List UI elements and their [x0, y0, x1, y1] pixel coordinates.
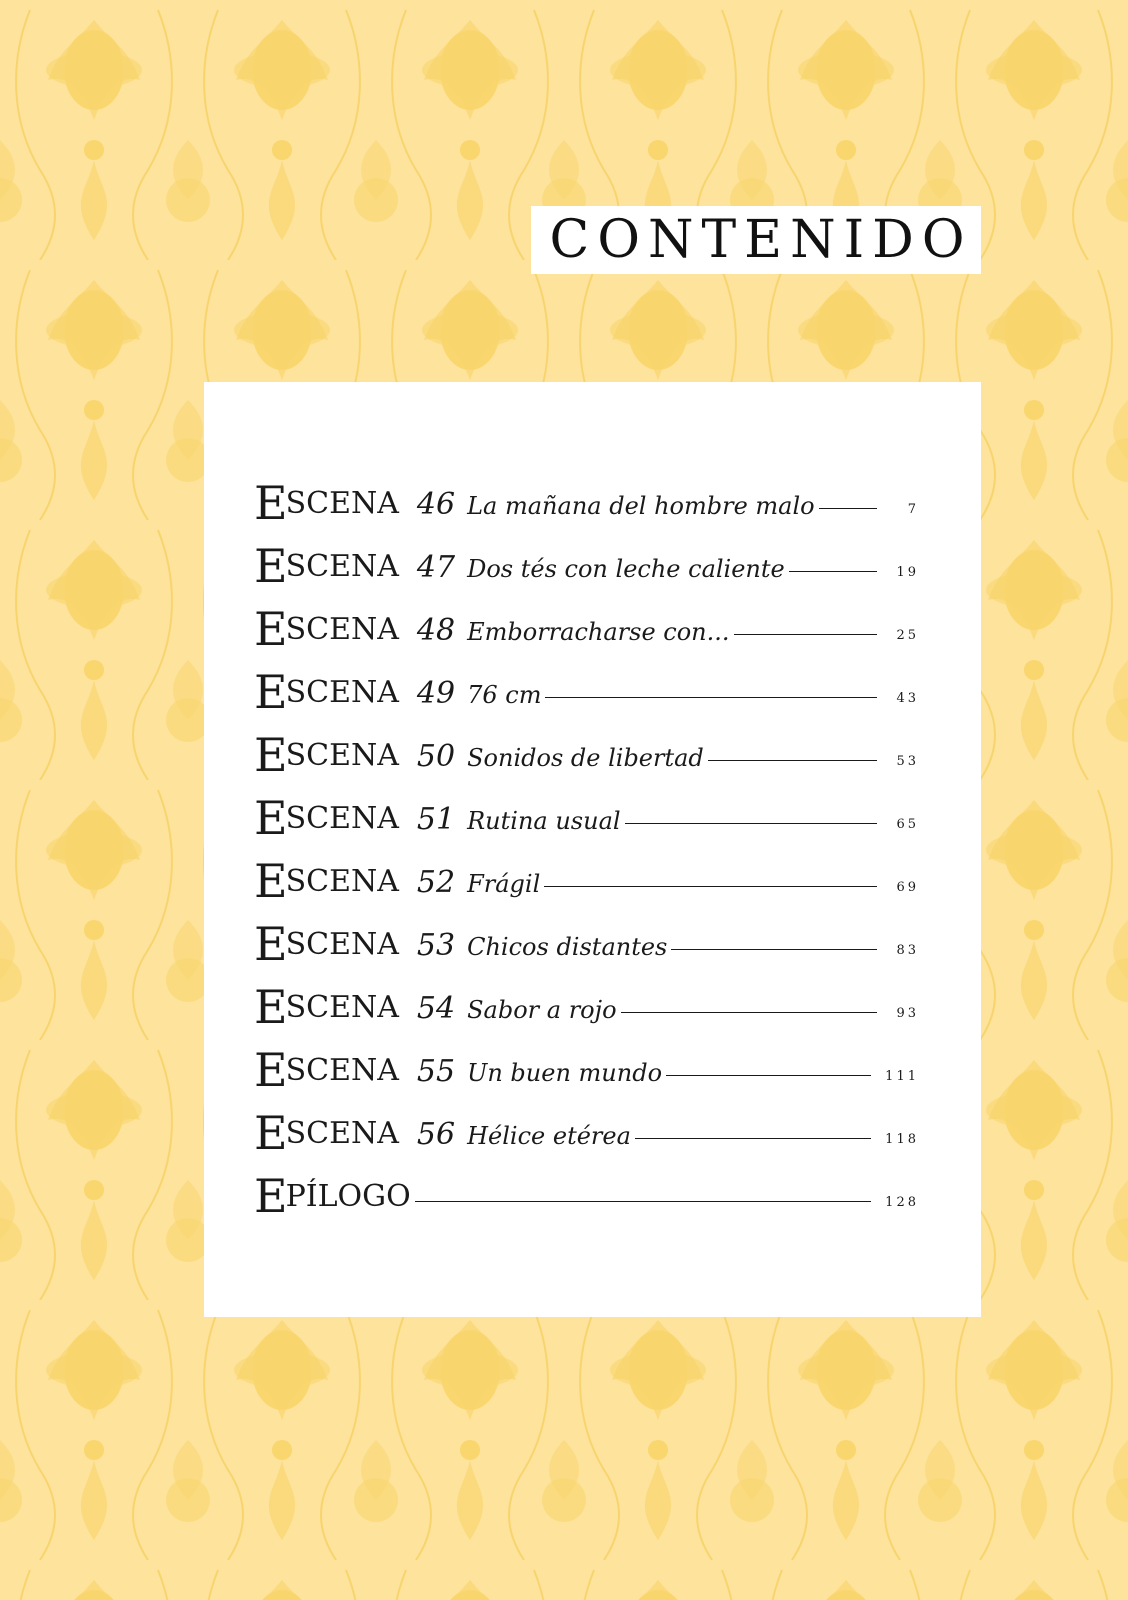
toc-entry[interactable] [254, 785, 919, 845]
heading-box [531, 206, 981, 274]
scene-number: 47 [416, 550, 456, 585]
scene-number: 51 [416, 802, 456, 837]
scene-label [254, 789, 399, 845]
dot-leader [666, 1075, 871, 1076]
toc-entry[interactable] [254, 911, 919, 971]
dot-leader [415, 1201, 871, 1202]
dot-leader [734, 634, 877, 635]
page-number: 69 [896, 880, 919, 895]
chapter-title: Hélice etérea [467, 1122, 631, 1150]
dot-leader [625, 823, 877, 824]
page-number: 7 [907, 502, 919, 517]
chapter-title: Sabor a rojo [467, 996, 617, 1024]
scene-number: 55 [416, 1054, 456, 1089]
label-rest: PÍLOGO [285, 1179, 411, 1214]
scene-number: 52 [416, 865, 456, 900]
chapter-title: La mañana del hombre malo [467, 492, 815, 520]
chapter-title: Sonidos de libertad [467, 744, 704, 772]
scene-label [254, 915, 399, 971]
epilogue-label [254, 1167, 411, 1223]
chapter-title: Frágil [467, 870, 541, 898]
dot-leader [671, 949, 877, 950]
scene-number: 49 [416, 676, 456, 711]
dot-leader [819, 508, 877, 509]
page-number: 43 [896, 691, 919, 706]
chapter-title: Emborracharse con... [467, 618, 730, 646]
page-number: 93 [896, 1006, 919, 1021]
drop-cap-letter: E [254, 539, 288, 593]
label-rest: SCENA [285, 738, 399, 773]
toc-entry[interactable] [254, 596, 919, 656]
scene-number: 54 [416, 991, 456, 1026]
label-rest: SCENA [285, 486, 399, 521]
dot-leader [544, 886, 877, 887]
scene-label [254, 474, 399, 530]
toc-entry[interactable] [254, 1100, 919, 1160]
dot-leader [635, 1138, 871, 1139]
page-number: 65 [896, 817, 919, 832]
page-number: 118 [885, 1132, 919, 1147]
drop-cap-letter: E [254, 1043, 288, 1097]
toc-entry[interactable] [254, 533, 919, 593]
scene-label [254, 537, 399, 593]
drop-cap-letter: E [254, 917, 288, 971]
chapter-title: Rutina usual [467, 807, 621, 835]
scene-number: 53 [416, 928, 456, 963]
label-rest: SCENA [285, 675, 399, 710]
dot-leader [621, 1012, 877, 1013]
scene-number: 50 [416, 739, 456, 774]
scene-label [254, 852, 399, 908]
scene-label [254, 663, 399, 719]
drop-cap-letter: E [254, 602, 288, 656]
toc-entry[interactable] [254, 1037, 919, 1097]
label-rest: SCENA [285, 612, 399, 647]
drop-cap-letter: E [254, 791, 288, 845]
drop-cap-letter: E [254, 1106, 288, 1160]
scene-label [254, 1041, 399, 1097]
drop-cap-letter: E [254, 476, 288, 530]
page-number: 25 [896, 628, 919, 643]
dot-leader [708, 760, 877, 761]
label-rest: SCENA [285, 864, 399, 899]
scene-number: 48 [416, 613, 456, 648]
page-number: 111 [885, 1069, 919, 1084]
page-number: 53 [896, 754, 919, 769]
scene-number: 46 [416, 487, 456, 522]
drop-cap-letter: E [254, 728, 288, 782]
toc-entry-epilogue[interactable] [254, 1163, 919, 1223]
label-rest: SCENA [285, 1053, 399, 1088]
drop-cap-letter: E [254, 1169, 288, 1223]
label-rest: SCENA [285, 990, 399, 1025]
drop-cap-letter: E [254, 980, 288, 1034]
dot-leader [789, 571, 877, 572]
scene-label [254, 600, 399, 656]
table-of-contents-panel [204, 382, 981, 1317]
label-rest: SCENA [285, 927, 399, 962]
scene-label [254, 726, 399, 782]
page-number: 19 [896, 565, 919, 580]
drop-cap-letter: E [254, 854, 288, 908]
label-rest: SCENA [285, 801, 399, 836]
page-number: 83 [896, 943, 919, 958]
chapter-title: 76 cm [467, 681, 542, 709]
label-rest: SCENA [285, 549, 399, 584]
toc-entry[interactable] [254, 974, 919, 1034]
toc-entry[interactable] [254, 470, 919, 530]
scene-label [254, 978, 399, 1034]
chapter-title: Dos tés con leche caliente [467, 555, 785, 583]
scene-number: 56 [416, 1117, 456, 1152]
drop-cap-letter: E [254, 665, 288, 719]
page-number: 128 [885, 1195, 919, 1210]
toc-entry[interactable] [254, 848, 919, 908]
label-rest: SCENA [285, 1116, 399, 1151]
chapter-title: Un buen mundo [467, 1059, 663, 1087]
toc-entry[interactable] [254, 659, 919, 719]
chapter-title: Chicos distantes [467, 933, 668, 961]
toc-entry[interactable] [254, 722, 919, 782]
page-title: CONTENIDO [549, 210, 973, 270]
dot-leader [545, 697, 877, 698]
scene-label [254, 1104, 399, 1160]
